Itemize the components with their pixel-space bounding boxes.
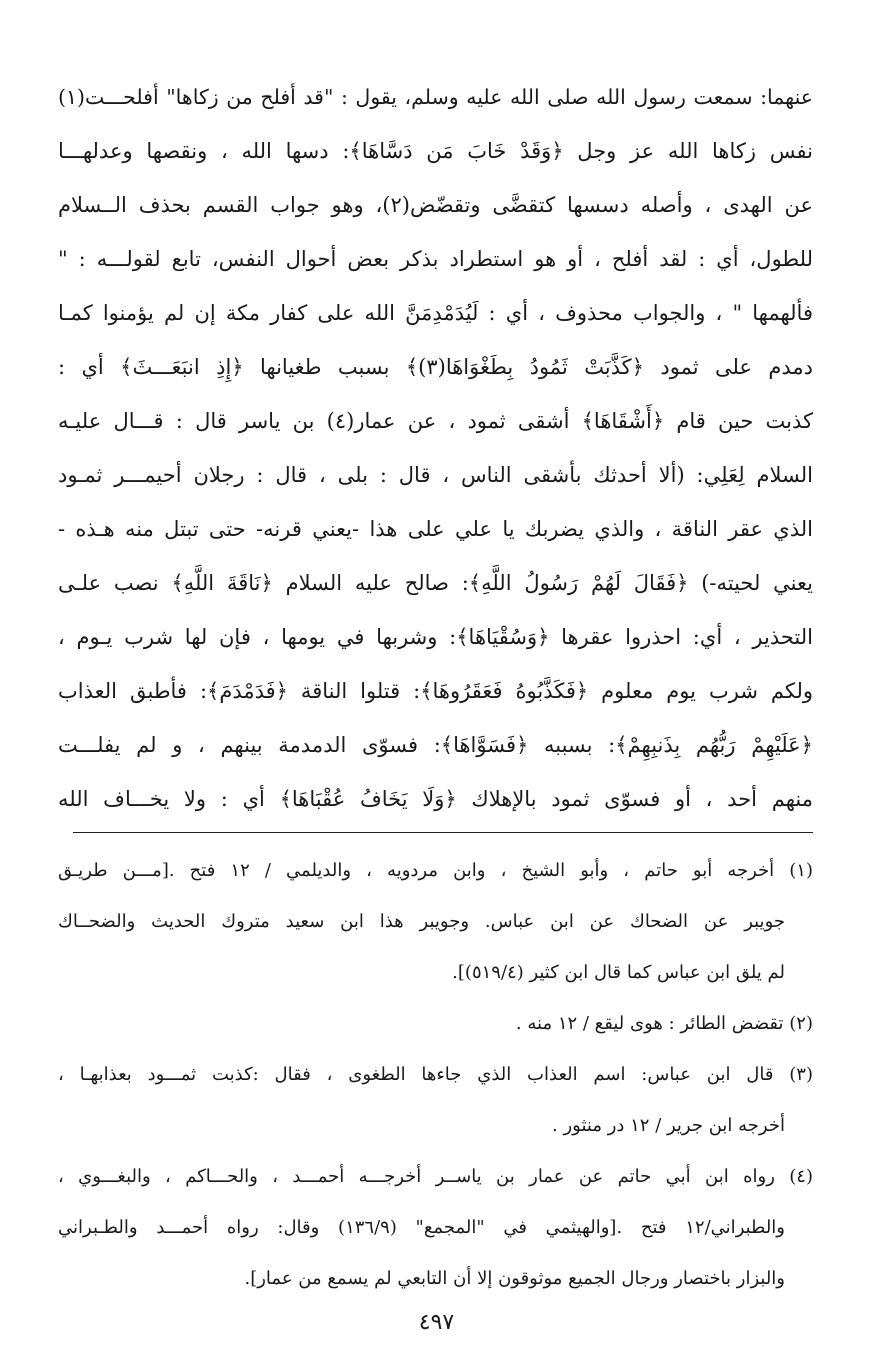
footnote-line: (١) أخرجه أبو حاتم ، وأبو الشيخ ، وابن مردويه ، والديلمي / ١٢ فتح .[مـــن طريـق <box>58 860 813 881</box>
text-line: ﴿عَلَيْهِمْ رَبُّهُم بِذَنبِهِمْ﴾: بسببه ﴿فَسَوَّاهَا﴾: فسوّى الدمدمة بينهم ، و لم يفلـــت <box>58 733 813 757</box>
footnote-3 <box>58 1049 813 1151</box>
main-text-block <box>58 70 813 826</box>
text-line: فألهمها " ، والجواب محذوف ، أي : لَيُدَمْدِمَنَّ الله على كفار مكة إن لم يؤمنوا كمـا <box>58 301 813 325</box>
page-number: ٤٩٧ <box>418 1310 455 1335</box>
footnote-line: جويبر عن الضحاك عن ابن عباس. وجويبر هذا ابن سعيد متروك الحديث والضحــاك <box>58 911 785 932</box>
footnote-2 <box>58 998 813 1049</box>
footnote-4 <box>58 1151 813 1304</box>
footnote-1 <box>58 845 813 998</box>
text-line: التحذير ، أي: احذروا عقرها ﴿وَسُقْيَاهَا﴾: وشربها في يومها ، فإن لها شرب يـوم ، <box>58 625 813 649</box>
text-line: يعني لحيته-) ﴿فَقَالَ لَهُمْ رَسُولُ اللَّهِ﴾: صالح عليه السلام ﴿نَاقَةَ اللَّهِ﴾ نصب علـى <box>58 571 813 595</box>
footnotes-block <box>58 845 813 1304</box>
text-line: نفس زكاها الله عز وجل ﴿وَقَدْ خَابَ مَن دَسَّاهَا﴾: دسها الله ، ونقصها وعدلهـــا <box>58 139 813 163</box>
text-line: عن الهدى ، وأصله دسسها كتقضَّى وتقضّض(٢)، وهو جواب القسم بحذف الــسلام <box>58 193 813 217</box>
text-line: دمدم على ثمود ﴿كَذَّبَتْ ثَمُودُ بِطَغْوَاهَا(٣)﴾ بسبب طغيانها ﴿إِذِ انبَعَـــثَ﴾ أي : <box>58 355 813 379</box>
text-line: السلام لِعَلِي: (ألا أحدثك بأشقى الناس ، قال : بلى ، قال : رجلان أحيمـــر ثمـود <box>58 463 813 487</box>
footnote-line: (٢) تقضض الطائر : هوى ليقع / ١٢ منه . <box>515 1013 813 1034</box>
text-line: للطول، أي : لقد أفلح ، أو هو استطراد بذكر بعض أحوال النفس، تابع لقولـــه : " <box>58 247 813 271</box>
footnote-line: أخرجه ابن جرير / ١٢ در منثور . <box>552 1115 785 1136</box>
footnote-line: (٤) رواه ابن أبي حاتم عن عمار بن ياســر أخرجـــه أحمـــد ، والحـــاكم ، والبغـــوي ، <box>58 1166 813 1187</box>
text-line: الذي عقر الناقة ، والذي يضربك يا علي على هذا -يعني قرنه- حتى تبتل منه هـذه - <box>58 517 813 541</box>
footnote-line: (٣) قال ابن عباس: اسم العذاب الذي جاءها الطغوى ، فقال :كذبت ثمـــود بعذابهـا ، <box>58 1064 813 1085</box>
footnote-line: والطبراني/١٢ فتح .[والهيثمي في "المجمع" (١٣٦/٩) وقال: رواه أحمـــد والطـبراني <box>58 1217 785 1238</box>
footnote-line: لم يلق ابن عباس كما قال ابن كثير (٥١٩/٤)]. <box>452 962 785 983</box>
text-line: كذبت حين قام ﴿أَشْقَاهَا﴾ أشقى ثمود ، عن عمار(٤) بن ياسر قال : قـــال عليـه <box>58 409 813 433</box>
text-line: عنهما: سمعت رسول الله صلى الله عليه وسلم، يقول : "قد أفلح من زكاها" أفلحـــت(١) <box>58 85 813 109</box>
text-line: ولكم شرب يوم معلوم ﴿فَكَذَّبُوهُ فَعَقَرُوهَا﴾: قتلوا الناقة ﴿فَدَمْدَمَ﴾: فأطبق العذاب <box>58 679 813 703</box>
text-line: منهم أحد ، أو فسوّى ثمود بالإهلاك ﴿وَلَا يَخَافُ عُقْبَاهَا﴾ أي : ولا يخـــاف الله <box>58 787 813 811</box>
footnote-separator <box>73 832 813 833</box>
footnote-line: والبزار باختصار ورجال الجميع موثوقون إلا أن التابعي لم يسمع من عمار]. <box>244 1268 785 1289</box>
